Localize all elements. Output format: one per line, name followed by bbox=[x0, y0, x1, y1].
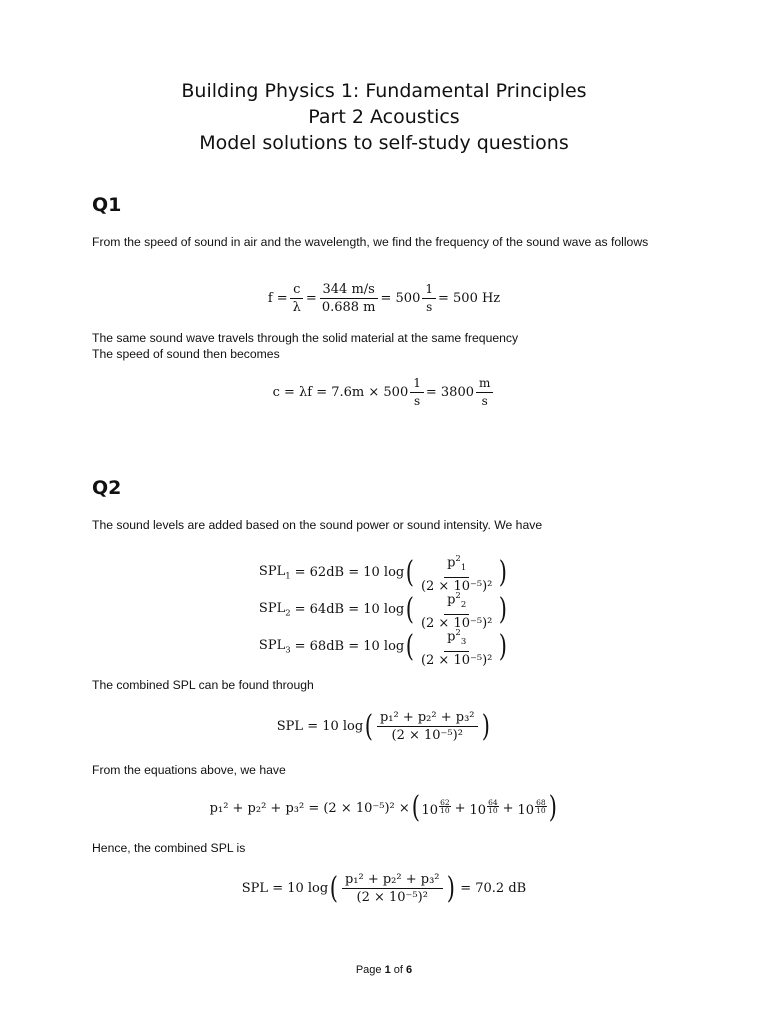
fraction-p3: $\frac{p^2_3}{\text{(2 × 10⁻⁵)²}}$ bbox=[420, 628, 493, 668]
spl2-equation: $SPL_2$ = 64dB = 10 log ( $\frac{p^2_2}{\text{(2 × 10⁻⁵)²}}$ ) bbox=[258, 591, 508, 631]
q2-text-from: From the equations above, we have bbox=[92, 763, 286, 777]
fraction-p2: $\frac{p^2_2}{\text{(2 × 10⁻⁵)²}}$ bbox=[420, 591, 493, 631]
sum-pressure-equation: p₁² + p₂² + p₃² = (2 × 10⁻⁵)² × ( 10 $\frac{62}{10}$ + 10 $\frac{64}{10}$ + 10 $\frac{68}{10}$ ) bbox=[209, 790, 557, 825]
fraction-p1: $\frac{p^2_1}{\text{(2 × 10⁻⁵)²}}$ bbox=[420, 554, 493, 594]
document-title bbox=[0, 78, 768, 156]
fraction-one-over-s: $\frac{1}{s}$ bbox=[422, 282, 436, 315]
q1-intro: From the speed of sound in air and the wavelength, we find the frequency of the sound wave as follows bbox=[92, 235, 649, 249]
q1-text-speed: The speed of sound then becomes bbox=[92, 347, 280, 361]
fraction-speed-wavelength: $\frac{344 m/s}{0.688 m}$ bbox=[319, 282, 379, 315]
fraction-c-lambda: $\frac{c}{\lambda}$ bbox=[290, 282, 304, 315]
title-line-1: Building Physics 1: Fundamental Principles bbox=[181, 80, 587, 102]
title-line-2: Part 2 Acoustics bbox=[308, 106, 460, 128]
final-spl-equation: SPL = 10 log ( $\frac{\text{p₁² + p₂² + p₃²}}{\text{(2 × 10⁻⁵)²}}$ ) = 70.2 dB bbox=[241, 870, 527, 906]
spl1-equation: $SPL_1$ = 62dB = 10 log ( $\frac{p^2_1}{\text{(2 × 10⁻⁵)²}}$ ) bbox=[258, 554, 508, 594]
q1-equation-frequency: f = $\frac{c}{\lambda}$ = $\frac{344 m/s}{0.688 m}$ = 500 $\frac{1}{s}$ = 500 Hz bbox=[267, 282, 501, 315]
q2-text-hence: Hence, the combined SPL is bbox=[92, 841, 246, 855]
title-line-3: Model solutions to self-study questions bbox=[199, 132, 569, 154]
power-term-2: 10 $\frac{64}{10}$ bbox=[469, 797, 498, 818]
q1-heading: Q1 bbox=[92, 194, 122, 216]
q2-text-combined: The combined SPL can be found through bbox=[92, 678, 314, 692]
power-term-1: 10 $\frac{62}{10}$ bbox=[421, 797, 450, 818]
q2-heading: Q2 bbox=[92, 477, 122, 499]
eq-lhs: f = bbox=[267, 291, 288, 306]
spl3-equation: $SPL_3$ = 68dB = 10 log ( $\frac{p^2_3}{\text{(2 × 10⁻⁵)²}}$ ) bbox=[258, 628, 508, 668]
q1-equation-speed: c = λf = 7.6m × 500 $\frac{1}{s}$ = 3800 $\frac{m}{s}$ bbox=[0, 376, 768, 409]
q1-text-frequency: The same sound wave travels through the solid material at the same frequency bbox=[92, 331, 519, 345]
combined-spl-equation: SPL = 10 log ( $\frac{\text{p₁² + p₂² + p₃²}}{\text{(2 × 10⁻⁵)²}}$ ) bbox=[276, 708, 490, 744]
fraction-sum-pressures: $\frac{\text{p₁² + p₂² + p₃²}}{\text{(2 × 10⁻⁵)²}}$ bbox=[377, 710, 478, 743]
fraction-m-over-s: $\frac{m}{s}$ bbox=[476, 376, 493, 409]
page-footer: Page 1 of 6 bbox=[355, 964, 413, 976]
fraction-sum-pressures: $\frac{\text{p₁² + p₂² + p₃²}}{\text{(2 × 10⁻⁵)²}}$ bbox=[342, 872, 443, 905]
fraction-one-over-s: $\frac{1}{s}$ bbox=[410, 376, 424, 409]
power-term-3: 10 $\frac{68}{10}$ bbox=[517, 797, 546, 818]
q2-intro: The sound levels are added based on the sound power or sound intensity. We have bbox=[92, 518, 543, 532]
